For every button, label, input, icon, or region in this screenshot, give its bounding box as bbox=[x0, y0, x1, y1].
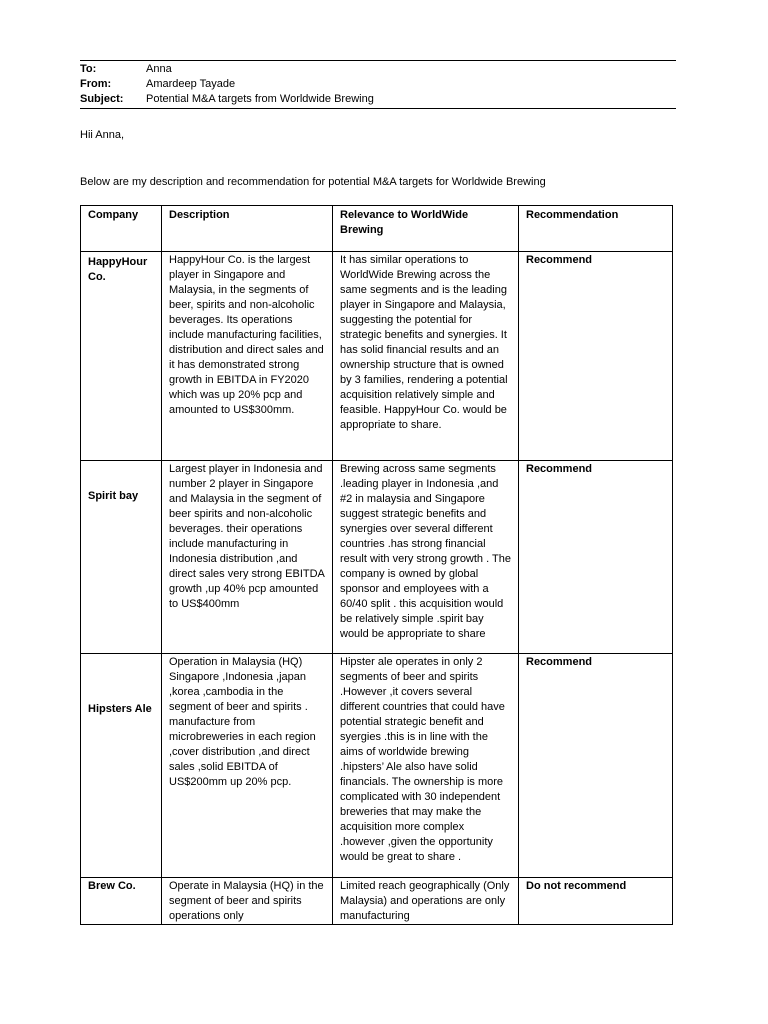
relevance-cell: Hipster ale operates in only 2 segments of beer and spirits .However ,it covers several different countries that could have potential strategic benefit and syergies .this is in line with the aims of worldwide brewing .hipsters’ Ale also have solid financials. The ownership is more complicated with 30 independent breweries that may make the acquisition more complex .however ,given the opportunity would be great to share . bbox=[333, 654, 519, 878]
header-company: Company bbox=[81, 206, 162, 252]
memo-from-row bbox=[80, 77, 676, 92]
recommendation-cell: Recommend bbox=[519, 461, 673, 654]
targets-table bbox=[80, 205, 673, 925]
relevance-cell: Limited reach geographically (Only Malaysia) and operations are only manufacturing bbox=[333, 878, 519, 925]
memo-to-value: Anna bbox=[146, 63, 172, 75]
company-cell: Spirit bay bbox=[81, 461, 162, 654]
company-cell: HappyHour Co. bbox=[81, 252, 162, 461]
table-row bbox=[81, 461, 673, 654]
description-cell: Operate in Malaysia (HQ) in the segment of beer and spirits operations only bbox=[162, 878, 333, 925]
header-description: Description bbox=[162, 206, 333, 252]
greeting: Hii Anna, bbox=[80, 129, 125, 141]
memo-to-row bbox=[80, 62, 676, 77]
table-row bbox=[81, 878, 673, 925]
memo-subject-value: Potential M&A targets from Worldwide Brewing bbox=[146, 93, 374, 105]
relevance-cell: It has similar operations to WorldWide Brewing across the same segments and is the leading player in Singapore and Malaysia, suggesting the potential for strategic benefits and synergies. It has solid financial results and an ownership structure that is owned by 3 families, rendering a potential acquisition relatively simple and feasible. HappyHour Co. would be appropriate to share. bbox=[333, 252, 519, 461]
table-header-row bbox=[81, 206, 673, 252]
intro-paragraph: Below are my description and recommendation for potential M&A targets for Worldwide Brewing bbox=[80, 176, 546, 188]
header-recommendation: Recommendation bbox=[519, 206, 673, 252]
description-cell: Largest player in Indonesia and number 2 player in Singapore and Malaysia in the segment of beer spirits and non-alcoholic beverages. their operations include manufacturing in Indonesia distribution ,and direct sales very strong EBITDA growth ,up 40% pcp amounted to US$400mm bbox=[162, 461, 333, 654]
memo-from-value: Amardeep Tayade bbox=[146, 78, 236, 90]
recommendation-cell: Recommend bbox=[519, 252, 673, 461]
table-row bbox=[81, 654, 673, 878]
memo-divider bbox=[80, 108, 676, 109]
memo-to-label: To: bbox=[80, 63, 97, 75]
memo-from-label: From: bbox=[80, 78, 112, 90]
description-cell: Operation in Malaysia (HQ) Singapore ,Indonesia ,japan ,korea ,cambodia in the segment of beer and spirits . manufacture from microbreweries in each region ,cover distribution ,and direct sales ,solid EBITDA of US$200mm up 20% pcp. bbox=[162, 654, 333, 878]
relevance-cell: Brewing across same segments .leading player in Indonesia ,and #2 in malaysia and Singapore suggest strategic benefits and synergies over several different countries .has strong financial result with very strong growth . The company is owned by global sponsor and employees with a 60/40 split . this acquisition would be relatively simple .spirit bay would be appropriate to share bbox=[333, 461, 519, 654]
memo-header bbox=[80, 60, 676, 107]
memo-subject-label: Subject: bbox=[80, 93, 124, 105]
company-cell: Brew Co. bbox=[81, 878, 162, 925]
recommendation-cell: Do not recommend bbox=[519, 878, 673, 925]
memo-subject-row bbox=[80, 92, 676, 107]
description-cell: HappyHour Co. is the largest player in Singapore and Malaysia, in the segments of beer, spirits and non-alcoholic beverages. Its operations include manufacturing facilities, distribution and direct sales and it has demonstrated strong growth in EBITDA in FY2020 which was up 20% pcp and amounted to US$300mm. bbox=[162, 252, 333, 461]
header-relevance: Relevance to WorldWide Brewing bbox=[333, 206, 519, 252]
recommendation-cell: Recommend bbox=[519, 654, 673, 878]
table-row bbox=[81, 252, 673, 461]
company-cell: Hipsters Ale bbox=[81, 654, 162, 878]
